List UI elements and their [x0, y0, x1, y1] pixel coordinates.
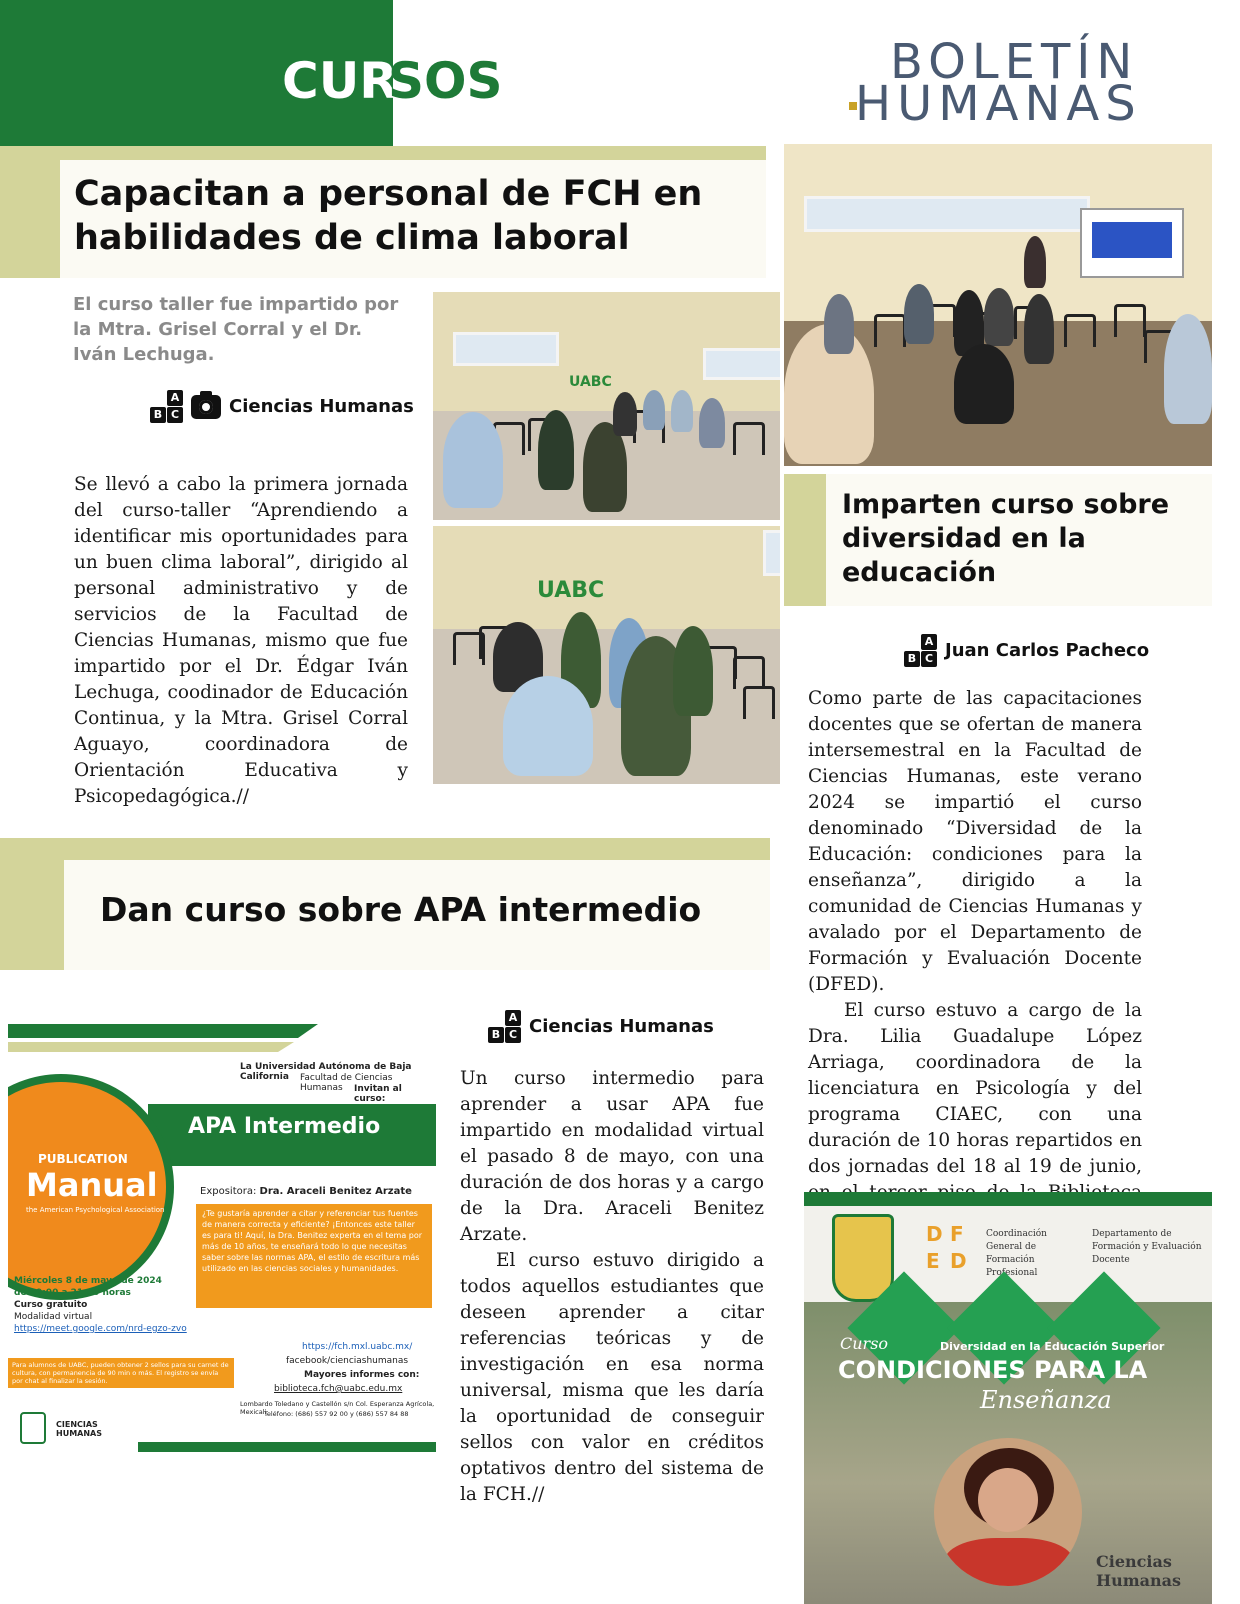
flyer-invite: Invitan al curso:	[354, 1084, 402, 1104]
abc-blocks-icon: A B C	[150, 390, 183, 423]
flyer-university: La Universidad Autónoma de Baja California	[240, 1062, 412, 1082]
poster-dept-label: Departamento de Formación y Evaluación Docente	[1092, 1229, 1202, 1265]
article1-body: Se llevó a cabo la primera jornada del curso-taller “Aprendiendo a identificar mis oportunidades para un buen clima laboral”, dirigido al personal administrativo y de servicios de la Facultad de Ciencias Humanas, mismo que fue impartido por el Dr. Édgar Iván Lechuga, coodinador de Educación Continua, y la Mtra. Grisel Corral Aguayo, coordinadora de Orientación Educativa y Psicopedagógica.//	[74, 474, 408, 807]
abc-blocks-icon: A B C	[904, 634, 937, 667]
poster-coord-label: Coordinación General de Formación Profesional	[986, 1229, 1047, 1278]
poster-building-text: Ciencias Humanas	[1096, 1552, 1182, 1590]
flyer-top-stripes	[8, 1024, 436, 1054]
article3-body	[460, 1066, 764, 1508]
poster-green-bar	[804, 1192, 1212, 1206]
poster-curso-script: Curso	[840, 1334, 889, 1353]
brand-line2: HUMANAS	[855, 76, 1142, 132]
dfed-letter-d2: D	[950, 1249, 967, 1273]
presenter-label: Expositora:	[200, 1186, 257, 1197]
dfed-logo	[926, 1222, 972, 1274]
flyer-meet-link[interactable]: https://meet.google.com/nrd-egzo-zvo	[14, 1324, 187, 1334]
article2-credit-label: Juan Carlos Pacheco	[945, 640, 1150, 661]
camera-icon	[191, 395, 221, 419]
article1-headline: Capacitan a personal de FCH en habilidades de clima laboral	[74, 174, 703, 258]
article3-body-p2: El curso estuvo dirigido a todos aquellos estudiantes que deseen aprender a citar referencias teóricas y de investigación en esa norma universal, misma que les daría la oportunidad de conseguir sellos con valor en créditos optativos dentro del sistema de la FCH.//	[460, 1250, 764, 1505]
apa-association-label: the American Psychological Association	[26, 1206, 165, 1214]
poster-subtitle: Diversidad en la Educación Superior	[940, 1340, 1165, 1353]
flyer-presenter	[200, 1186, 412, 1197]
flyer-title: APA Intermedio	[188, 1114, 381, 1139]
abc-blocks-icon: A B C	[488, 1010, 521, 1043]
flyer-logo-text: CIENCIAS HUMANAS	[56, 1420, 102, 1438]
article3-body-p1: Un curso intermedio para aprender a usar APA fue impartido en modalidad virtual el pasado 8 de mayo, con una duración de dos horas y a cargo de la Dra. Araceli Benitez Arzate.	[460, 1068, 764, 1245]
article1-subtitle: El curso taller fue impartido por la Mtra. Grisel Corral y el Dr. Iván Lechuga.	[73, 294, 399, 365]
article2-headline: Imparten curso sobre diversidad en la educación	[842, 489, 1170, 588]
manual-label: Manual	[26, 1166, 158, 1204]
flyer-address: Lombardo Toledano y Castellón s/n Col. Esperanza Agrícola, Mexicali	[240, 1400, 435, 1416]
flyer-facebook[interactable]: facebook/cienciashumanas	[286, 1356, 409, 1366]
article3-credit-label: Ciencias Humanas	[529, 1016, 714, 1037]
flyer-time: de 19:00 a 21:00 horas	[14, 1288, 131, 1298]
dfed-letter-e: E	[926, 1249, 940, 1273]
publication-label: PUBLICATION	[38, 1152, 128, 1166]
flyer-email[interactable]: biblioteca.fch@uabc.edu.mx	[274, 1384, 403, 1394]
flyer-faculty: Facultad de Ciencias Humanas	[300, 1073, 393, 1093]
presenter-name: Dra. Araceli Benitez Arzate	[259, 1186, 412, 1197]
dfed-letter-f: F	[950, 1222, 964, 1246]
article2-credit	[904, 634, 1149, 667]
section-title-part1: CUR	[282, 52, 398, 110]
article3-credit	[488, 1010, 714, 1043]
article1-photo-2	[433, 526, 780, 784]
uabc-wall-sign: UABC	[569, 374, 612, 390]
uabc-shield-icon	[20, 1412, 46, 1444]
flyer-bottom-stripe	[138, 1442, 436, 1452]
article1-credit-label: Ciencias Humanas	[229, 396, 414, 417]
flyer-date: Miércoles 8 de mayo de 2024	[14, 1276, 162, 1286]
uabc-wall-sign-2: UABC	[537, 578, 605, 603]
article2-body-p1: Como parte de las capacitaciones docentes que se ofertan de manera intersemestral en la Facultad de Ciencias Humanas, este verano 2024 se impartió el curso denominado “Diversidad de la Educación: condiciones para la enseñanza”, dirigido a la comunidad de Ciencias Humanas y avalado por el Departamento de Formación y Evaluación Docente (DFED).	[808, 688, 1142, 995]
flyer-info-label: Mayores informes con:	[304, 1370, 420, 1380]
section-title	[0, 52, 600, 122]
flyer-web-link[interactable]: https://fch.mxl.uabc.mx/	[302, 1342, 413, 1352]
poster-title: CONDICIONES PARA LA	[838, 1356, 1148, 1384]
section-title-part2: SOS	[388, 52, 503, 110]
poster-script: Enseñanza	[980, 1386, 1112, 1414]
apa-flyer	[8, 1024, 436, 1452]
flyer-cost: Curso gratuito	[14, 1300, 88, 1310]
article1-photo-1	[433, 292, 780, 520]
brand-line1: BOLETÍN	[890, 34, 1139, 90]
article2-body-p2: El curso estuvo a cargo de la Dra. Lilia Guadalupe López Arriaga, coordinadora de la licenciatura en Psicología y del programa CIAEC, con una duración de 10 horas repartidos en dos jornadas del 18 al 19 de junio,	[808, 1000, 1142, 1177]
dfed-letter-d: D	[926, 1222, 943, 1246]
presenter-portrait	[934, 1438, 1082, 1586]
article2-photo	[784, 144, 1212, 466]
article2-body	[808, 686, 1142, 1232]
flyer-mode: Modalidad virtual	[14, 1312, 93, 1322]
article1-credit	[150, 390, 414, 423]
article3-headline: Dan curso sobre APA intermedio	[100, 890, 702, 929]
flyer-students-note: Para alumnos de UABC, pueden obtener 2 sellos para su carnet de cultura, con permanencia de 90 min o más. El registro se envía por chat al finalizar la sesión.	[8, 1358, 234, 1388]
flyer-phone: Teléfono: (686) 557 92 00 y (686) 557 84 88	[264, 1410, 409, 1418]
boletin-humanas-logo	[855, 34, 1185, 132]
flyer-description: ¿Te gustaría aprender a citar y referenciar tus fuentes de manera correcta y eficiente? ¡Entonces este taller es para ti! Aquí, la Dra. Benitez experta en el tema por más de 10 años, te enseñará todo lo que necesitas saber sobre las normas APA, el estilo de escritura más utilizado en las ciencias sociales y humanidades.	[196, 1204, 432, 1308]
diversity-course-poster	[804, 1192, 1212, 1604]
